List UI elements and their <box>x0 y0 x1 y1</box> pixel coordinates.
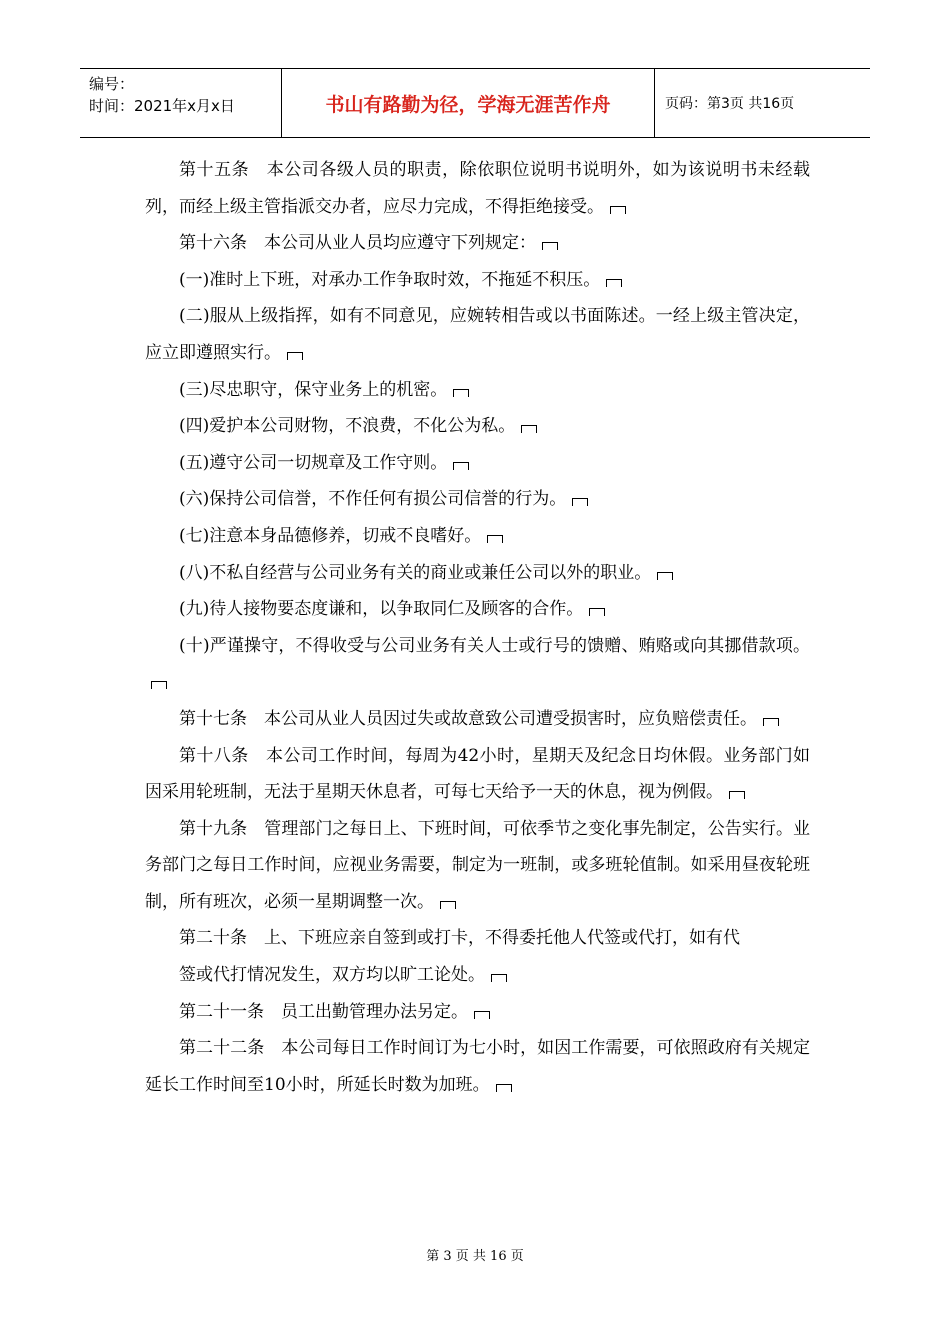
paragraph-mark-icon <box>589 608 605 616</box>
paragraph-mark-icon <box>496 1084 512 1092</box>
header-page-info <box>655 69 870 137</box>
paragraph: 第十八条 本公司工作时间，每周为42小时，星期天及纪念日均休假。业务部门如因采用轮班制，无法于星期天休息者，可每七天给予一天的休息，视为例假。 <box>145 745 810 803</box>
header-motto <box>282 69 655 137</box>
page-header <box>80 68 870 138</box>
paragraph-mark-icon <box>729 791 745 799</box>
paragraph-mark-icon <box>151 681 167 689</box>
paragraph-mark-icon <box>453 462 469 470</box>
paragraph: 签或代打情况发生，双方均以旷工论处。 <box>145 957 810 994</box>
paragraph: (七)注意本身品德修养，切戒不良嗜好。 <box>145 518 810 555</box>
paragraph-mark-icon <box>542 242 558 250</box>
paragraph-mark-icon <box>572 498 588 506</box>
paragraph: 第十六条 本公司从业人员均应遵守下列规定： <box>145 225 810 262</box>
paragraph: (五)遵守公司一切规章及工作守则。 <box>145 445 810 482</box>
paragraph: 第十九条 管理部门之每日上、下班时间，可依季节之变化事先制定，公告实行。业务部门之每日工作时间，应视业务需要，制定为一班制，或多班轮值制。如采用昼夜轮班制，所有班次，必须一星期调整一次。 <box>145 818 810 912</box>
paragraph: 第二十条 上、下班应亲自签到或打卡，不得委托他人代签或代打，如有代 <box>179 928 740 949</box>
paragraph-mark-icon <box>657 572 673 580</box>
paragraph: (八)不私自经营与公司业务有关的商业或兼任公司以外的职业。 <box>145 555 810 592</box>
paragraph: 第二十二条 本公司每日工作时间订为七小时，如因工作需要，可依照政府有关规定延长工作时间至10小时，所延长时数为加班。 <box>145 1038 810 1095</box>
paragraph: (九)待人接物要态度谦和，以争取同仁及顾客的合作。 <box>145 591 810 628</box>
header-meta <box>80 69 282 137</box>
paragraph: (三)尽忠职守，保守业务上的机密。 <box>145 372 810 409</box>
paragraph: 第二十一条 员工出勤管理办法另定。 <box>145 994 810 1031</box>
paragraph: 第十五条 本公司各级人员的职责，除依职位说明书说明外，如为该说明书未经载列，而经上级主管指派交办者，应尽力完成，不得拒绝接受。 <box>145 160 810 217</box>
paragraph: (一)准时上下班，对承办工作争取时效，不拖延不积压。 <box>145 262 810 299</box>
paragraph-mark-icon <box>287 352 303 360</box>
paragraph-mark-icon <box>453 389 469 397</box>
paragraph: (六)保持公司信誉，不作任何有损公司信誉的行为。 <box>145 481 810 518</box>
paragraph-mark-icon <box>610 206 626 214</box>
motto-text: 书山有路勤为径，学海无涯苦作舟 <box>325 93 611 116</box>
document-date: 时间：2021年x月x日 <box>89 97 235 115</box>
paragraph: (四)爱护本公司财物，不浪费，不化公为私。 <box>145 408 810 445</box>
paragraph: 第十七条 本公司从业人员因过失或故意致公司遭受损害时，应负赔偿责任。 <box>145 701 810 738</box>
paragraph: (二)服从上级指挥，如有不同意见，应婉转相告或以书面陈述。一经上级主管决定，应立即遵照实行。 <box>145 306 810 363</box>
paragraph-mark-icon <box>474 1011 490 1019</box>
paragraph-mark-icon <box>606 279 622 287</box>
page-info-text: 页码：第3页 共16页 <box>665 96 795 112</box>
paragraph-mark-icon <box>440 901 456 909</box>
paragraph-mark-icon <box>491 974 507 982</box>
page-footer <box>0 1245 950 1264</box>
paragraph-mark-icon <box>763 718 779 726</box>
document-number-label: 编号： <box>89 75 135 93</box>
document-body <box>145 152 810 1103</box>
paragraph-mark-icon <box>487 535 503 543</box>
paragraph-mark-icon <box>521 425 537 433</box>
paragraph: (十)严谨操守，不得收受与公司业务有关人士或行号的馈赠、贿赂或向其挪借款项。 <box>145 628 810 701</box>
footer-page-number: 第 3 页 共 16 页 <box>426 1249 524 1264</box>
